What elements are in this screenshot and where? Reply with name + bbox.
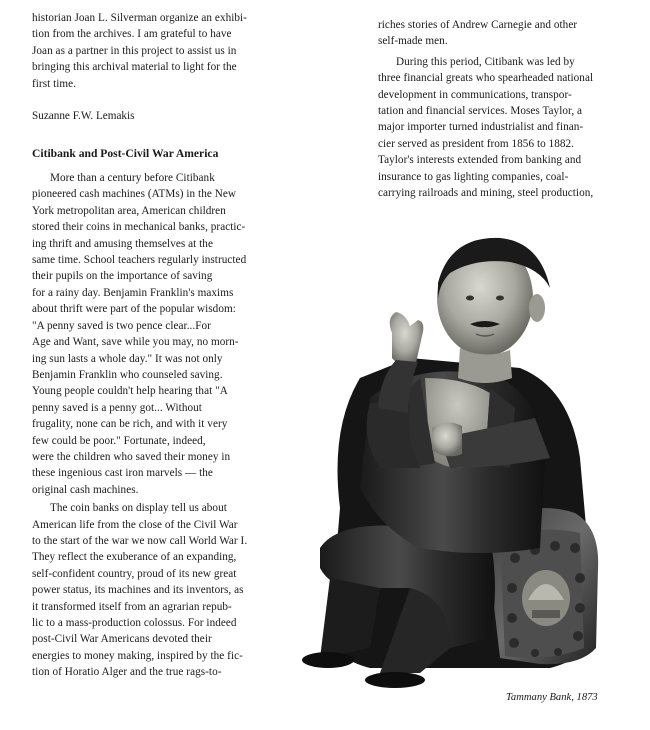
- right-column: [378, 0, 618, 201]
- figure-caption: Tammany Bank, 1873: [506, 692, 598, 703]
- text-line: More than a century before Citibank: [50, 172, 215, 185]
- text-line: few could be poor." Fortunate, indeed,: [32, 434, 206, 447]
- text-line: same time. School teachers regularly instructed: [32, 254, 247, 267]
- text-line: to the start of the war we now call World War I.: [32, 534, 248, 547]
- left-column: [32, 0, 268, 681]
- text-line: cier served as president from 1856 to 1882.: [378, 137, 575, 150]
- text-line: three financial greats who spearheaded national: [378, 72, 594, 85]
- text-line: post-Civil War Americans devoted their: [32, 633, 212, 646]
- text-line: pioneered cash machines (ATMs) in the New: [32, 188, 236, 201]
- text-line: They reflect the exuberance of an expanding,: [32, 551, 237, 564]
- text-line: tion from the archives. I am grateful to have: [32, 28, 232, 41]
- text-line: The coin banks on display tell us about: [50, 502, 227, 515]
- text-line: penny saved is a penny got... Without: [32, 401, 202, 414]
- text-line: "A penny saved is two pence clear...For: [32, 319, 211, 332]
- text-line: their pupils on the importance of saving: [32, 270, 213, 283]
- text-line: stored their coins in mechanical banks, practic-: [32, 221, 246, 234]
- text-line: power status, its machines and its inventors, as: [32, 584, 244, 597]
- text-line: frugality, none can be rich, and with it very: [32, 418, 228, 431]
- text-line: historian Joan L. Silverman organize an exhibi-: [32, 12, 247, 24]
- text-line: tation and financial services. Moses Taylor, a: [378, 105, 583, 118]
- text-line: Age and Want, save while you may, no morn-: [32, 336, 239, 349]
- tammany-bank-photo: [300, 228, 622, 690]
- text-line: During this period, Citibank was led by: [396, 55, 575, 68]
- text-line: development in communications, transpor-: [378, 88, 572, 101]
- text-line: carrying railroads and mining, steel production,: [378, 187, 594, 200]
- text-line: ing sun lasts a whole day." It was not only: [32, 352, 223, 365]
- text-line: major importer turned industrialist and finan-: [378, 121, 584, 134]
- text-line: first time.: [32, 77, 77, 90]
- text-line: original cash machines.: [32, 483, 139, 496]
- intro-paragraph: [32, 10, 268, 92]
- paragraph-3: [378, 54, 618, 202]
- text-line: these ingenious cast iron marvels — the: [32, 467, 213, 480]
- author-signature: Suzanne F.W. Lemakis: [32, 110, 135, 123]
- text-line: insurance to gas lighting companies, coal-: [378, 170, 569, 183]
- text-line: bringing this archival material to light for the: [32, 61, 237, 74]
- text-line: were the children who saved their money in: [32, 450, 231, 463]
- text-line: ing thrift and amusing themselves at the: [32, 237, 213, 250]
- text-line: York metropolitan area, American children: [32, 204, 226, 217]
- text-line: Joan as a partner in this project to assist us in: [32, 44, 237, 57]
- section-heading: Citibank and Post-Civil War America: [32, 147, 219, 161]
- text-line: Young people couldn't help hearing that "A: [32, 385, 228, 398]
- paragraph-1: [32, 170, 268, 498]
- text-line: tion of Horatio Alger and the true rags-to-: [32, 666, 222, 679]
- text-line: Taylor's interests extended from banking and: [378, 154, 582, 167]
- text-line: riches stories of Andrew Carnegie and other: [378, 19, 578, 31]
- text-line: energies to money making, inspired by the fic-: [32, 649, 243, 662]
- continued-paragraph: [378, 17, 618, 50]
- text-line: self-made men.: [378, 35, 448, 48]
- text-line: about thrift were part of the popular wisdom:: [32, 303, 236, 316]
- text-line: lic to a mass-production colossus. For indeed: [32, 617, 237, 629]
- text-line: for a rainy day. Benjamin Franklin's maxims: [32, 286, 234, 299]
- text-line: American life from the close of the Civil War: [32, 518, 238, 531]
- text-line: Benjamin Franklin who counseled saving.: [32, 368, 223, 381]
- text-line: self-confident country, proud of its new great: [32, 567, 237, 580]
- paragraph-2: [32, 500, 268, 680]
- text-line: it transformed itself from an agrarian repub-: [32, 600, 232, 613]
